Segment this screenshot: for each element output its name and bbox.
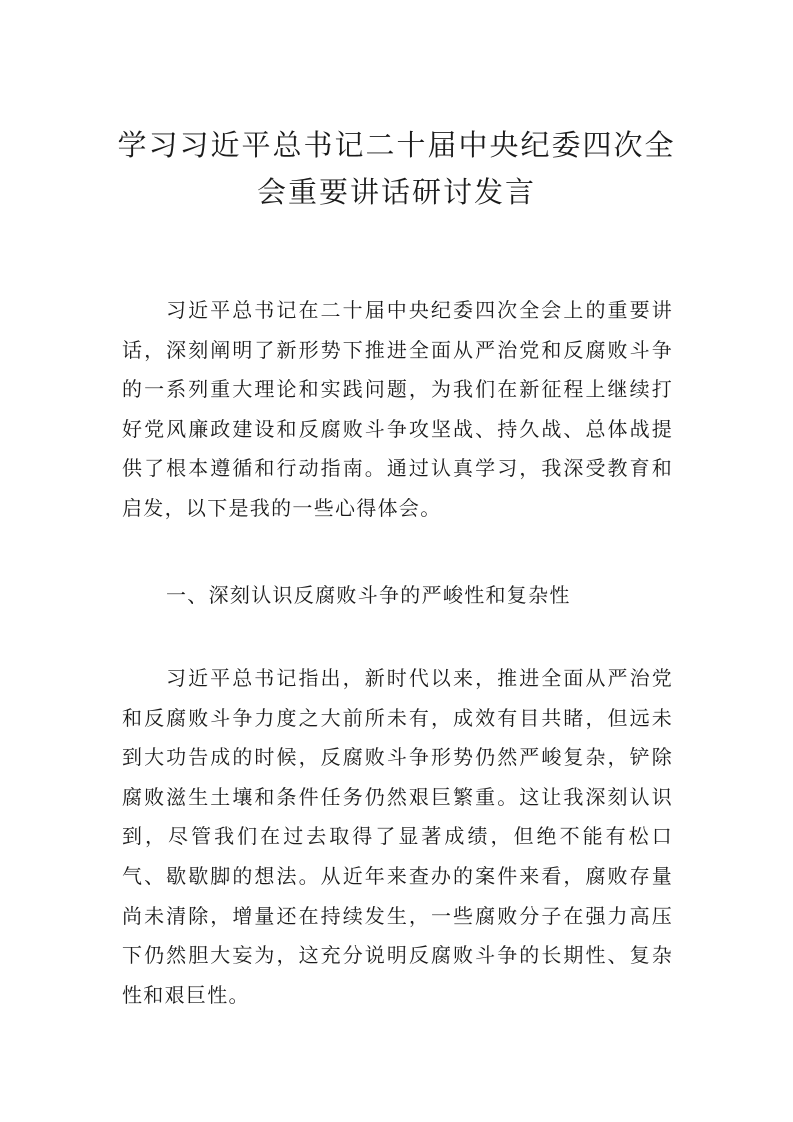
document-title: 学习习近平总书记二十届中央纪委四次全会重要讲话研讨发言 (117, 128, 676, 209)
section-heading-1: 一、深刻认识反腐败斗争的严峻性和复杂性 (166, 583, 571, 607)
intro-paragraph: 习近平总书记在二十届中央纪委四次全会上的重要讲话，深刻阐明了新形势下推进全面从严治党和反腐败斗争的一系列重大理论和实践问题，为我们在新征程上继续打好党风廉政建设和反腐败斗争攻坚战、持久战、总体战提供了根本遵循和行动指南。通过认真学习，我深受教育和启发，以下是我的一些心得体会。 (122, 298, 673, 520)
section-1-paragraph: 习近平总书记指出，新时代以来，推进全面从严治党和反腐败斗争力度之大前所未有，成效有目共睹，但远未到大功告成的时候，反腐败斗争形势仍然严峻复杂，铲除腐败滋生土壤和条件任务仍然艰巨繁重。这让我深刻认识到，尽管我们在过去取得了显著成绩，但绝不能有松口气、歇歇脚的想法。从近年来查办的案件来看，腐败存量尚未清除，增量还在持续发生，一些腐败分子在强力高压下仍然胆大妄为，这充分说明反腐败斗争的长期性、复杂性和艰巨性。 (122, 666, 673, 1007)
